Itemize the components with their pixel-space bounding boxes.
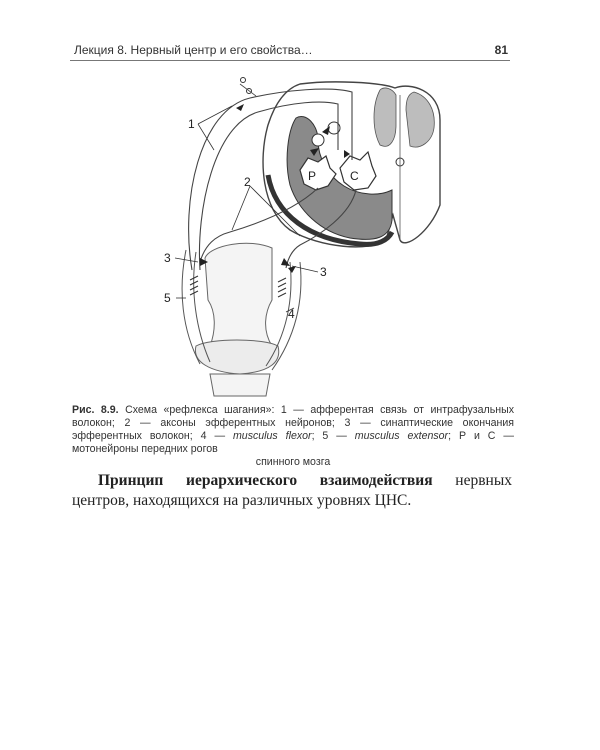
label-3-left: 3 bbox=[164, 251, 171, 265]
bone-lower bbox=[210, 374, 270, 396]
body-rest: нервных центров, находящихся на различных уровнях ЦНС. bbox=[72, 472, 512, 509]
ganglion-line bbox=[240, 84, 256, 96]
caption-flexor: musculus flexor bbox=[232, 430, 312, 442]
leader-2a bbox=[232, 186, 250, 230]
page-number: 81 bbox=[494, 43, 508, 57]
synapse-dark-1 bbox=[322, 126, 330, 135]
caption-extensor: musculus extensor bbox=[354, 430, 449, 442]
figure-caption bbox=[72, 404, 514, 469]
ganglion-1 bbox=[241, 78, 246, 83]
spindle-right bbox=[278, 278, 286, 297]
label-p: Р bbox=[308, 169, 317, 183]
caption-text-3: ; Р и С — мотонейроны передних рогов bbox=[72, 430, 514, 455]
label-3-right: 3 bbox=[320, 265, 327, 279]
caption-text-2: ; 5 — bbox=[311, 430, 355, 442]
leader-1b bbox=[198, 124, 214, 150]
label-c: С bbox=[350, 169, 359, 183]
bone-upper bbox=[205, 243, 272, 346]
body-bold: Принцип иерархического взаимодействия bbox=[98, 472, 433, 489]
afferent-arrow-marker bbox=[236, 104, 244, 111]
leader-1a bbox=[198, 106, 232, 124]
label-4: 4 bbox=[288, 307, 295, 321]
running-header-title: Лекция 8. Нервный центр и его свойства… bbox=[74, 43, 313, 57]
label-2: 2 bbox=[244, 175, 251, 189]
interneuron-1 bbox=[312, 134, 324, 146]
body-paragraph bbox=[72, 471, 512, 511]
caption-text-1: Схема «рефлекса шагания»: 1 — афферентая связь от интрафузальных волокон; 2 — аксоны эфферентных нейронов; 3 — синаптические окончания эфферентных волокон; 4 — bbox=[72, 404, 515, 442]
caption-text-4: спинного мозга bbox=[255, 456, 331, 468]
label-1: 1 bbox=[188, 117, 195, 131]
grey-matter-dorsal bbox=[374, 88, 396, 146]
grey-matter-right bbox=[406, 92, 434, 147]
leader-3b bbox=[292, 266, 318, 272]
label-5: 5 bbox=[164, 291, 171, 305]
caption-label: Рис. 8.9. bbox=[72, 404, 119, 416]
